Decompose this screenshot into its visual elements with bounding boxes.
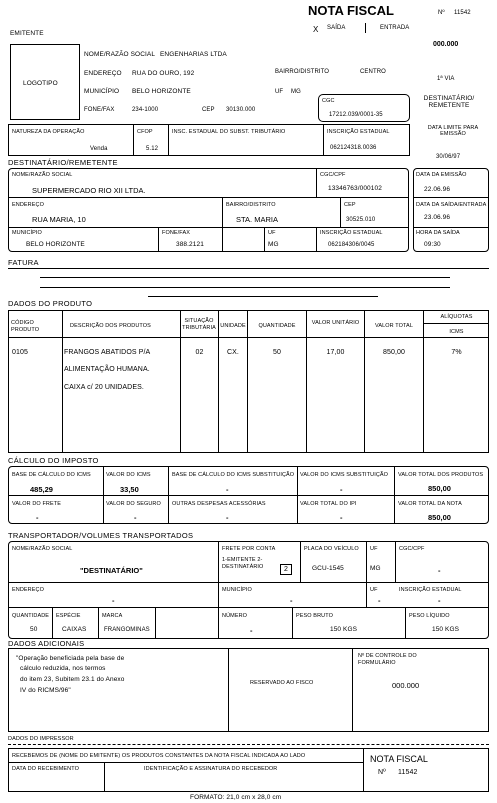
impressor-label: DADOS DO IMPRESSOR bbox=[8, 736, 74, 742]
dest-municipio-value: BELO HORIZONTE bbox=[26, 241, 85, 248]
controle-value: 000.000 bbox=[392, 681, 420, 690]
dest-bairro-value: STA. MARIA bbox=[236, 215, 278, 224]
bairro-value: CENTRO bbox=[360, 69, 386, 75]
total-nota-value: 850,00 bbox=[428, 513, 451, 522]
transp-uf2-value: - bbox=[378, 596, 381, 605]
hora-saida-value: 09:30 bbox=[424, 241, 441, 248]
via-label: 1ª VIA bbox=[437, 76, 455, 82]
transp-nome-label: NOME/RAZÃO SOCIAL bbox=[12, 546, 73, 552]
qtd-volumes-value: 50 bbox=[30, 626, 38, 633]
cgc-value: 17212.039/0001-35 bbox=[329, 112, 383, 118]
saida-label: SAÍDA bbox=[327, 25, 346, 31]
frete-value: - bbox=[36, 513, 39, 522]
razao-value: ENGENHARIAS LTDA bbox=[160, 51, 227, 58]
item-quantidade: 50 bbox=[273, 349, 281, 356]
cgc-box bbox=[318, 94, 410, 122]
hora-saida-label: HORA DA SAÍDA bbox=[416, 230, 460, 236]
canhoto-nf-number: 11542 bbox=[398, 769, 418, 776]
dest-fone-value: 388.2121 bbox=[176, 241, 204, 248]
canhoto-nf-label: NOTA FISCAL bbox=[370, 754, 428, 764]
destinatario-section-title: DESTINATÁRIO/REMETENTE bbox=[8, 158, 118, 167]
marca-value: FRANGOMINAS bbox=[104, 627, 150, 633]
adicionais-linha-1: "Operação beneficiada pela base de bbox=[16, 655, 125, 662]
logo-box bbox=[10, 44, 80, 120]
qtd-volumes-label: QUANTIDADE bbox=[12, 613, 50, 619]
data-saida-label: DATA DA SAÍDA/ENTRADA bbox=[416, 202, 487, 208]
ipi-value: - bbox=[340, 513, 343, 522]
logo-placeholder: LOGOTIPO bbox=[23, 80, 58, 87]
dest-uf-value: MG bbox=[268, 241, 279, 248]
item-descricao-1: FRANGOS ABATIDOS P/A bbox=[64, 349, 151, 356]
transp-municipio-label: MUNICÍPIO bbox=[222, 587, 252, 593]
data-recebimento-label: DATA DO RECEBIMENTO bbox=[12, 766, 79, 772]
peso-bruto-label: PESO BRUTO bbox=[296, 613, 333, 619]
especie-label: ESPÉCIE bbox=[56, 613, 81, 619]
dest-endereco-label: ENDEREÇO bbox=[12, 202, 44, 208]
outras-label: OUTRAS DESPESAS ACESSÓRIAS bbox=[172, 501, 266, 507]
total-produtos-label: VALOR TOTAL DOS PRODUTOS bbox=[398, 472, 484, 478]
especie-value: CAIXAS bbox=[62, 626, 87, 633]
controle-label: Nº DE CONTROLE DO FORMULÁRIO bbox=[358, 653, 417, 666]
cfop-label: CFOP bbox=[137, 129, 153, 135]
fone-value: 234-1000 bbox=[132, 107, 159, 113]
data-limite-label: DATA LIMITE PARA EMISSÃO bbox=[427, 125, 479, 137]
destinatario-box bbox=[8, 168, 409, 252]
dates-box bbox=[413, 168, 489, 252]
col-sit-trib: SITUAÇÃO TRIBUTÁRIA bbox=[182, 318, 216, 331]
valor-sub-value: - bbox=[340, 485, 343, 494]
transp-uf-value: MG bbox=[370, 565, 381, 572]
endereco-label: ENDEREÇO bbox=[84, 70, 122, 77]
dest-cep-label: CEP bbox=[344, 202, 356, 208]
item-descricao-3: CAIXA c/ 20 UNIDADES. bbox=[64, 384, 144, 391]
base-icms-value: 485,29 bbox=[30, 485, 53, 494]
item-sit-trib: 02 bbox=[195, 349, 204, 356]
transp-nome-value: "DESTINATÁRIO" bbox=[80, 566, 143, 575]
col-icms: ICMS bbox=[449, 329, 464, 335]
razao-label: NOME/RAZÃO SOCIAL bbox=[84, 51, 156, 58]
col-aliquotas: ALÍQUOTAS bbox=[440, 314, 473, 320]
marca-label: MARCA bbox=[102, 613, 123, 619]
numero-volumes-label: NÚMERO bbox=[222, 613, 248, 619]
document-title: NOTA FISCAL bbox=[308, 3, 394, 18]
outras-value: - bbox=[226, 513, 229, 522]
item-unidade: CX. bbox=[227, 349, 239, 356]
canhoto-nf-num-label: Nº bbox=[378, 769, 386, 776]
transp-municipio-value: - bbox=[290, 596, 293, 605]
seguro-label: VALOR DO SEGURO bbox=[106, 501, 161, 507]
item-icms: 7% bbox=[451, 349, 462, 356]
transp-ie-value: - bbox=[438, 596, 441, 605]
ipi-label: VALOR TOTAL DO IPI bbox=[300, 501, 357, 507]
transp-endereco-value: - bbox=[112, 596, 115, 605]
produtos-section-title: DADOS DO PRODUTO bbox=[8, 299, 93, 308]
total-produtos-value: 850,00 bbox=[428, 484, 451, 493]
produtos-table bbox=[8, 310, 489, 453]
natureza-label: NATUREZA DA OPERAÇÃO bbox=[12, 129, 85, 135]
peso-bruto-value: 150 KGS bbox=[330, 626, 358, 633]
placa-value: GCU-1545 bbox=[312, 565, 344, 572]
base-icms-label: BASE DE CÁLCULO DO ICMS bbox=[12, 472, 91, 478]
dest-nome-value: SUPERMERCADO RIO XII LTDA. bbox=[32, 186, 146, 195]
cgc-label: CGC bbox=[322, 98, 335, 104]
total-nota-label: VALOR TOTAL DA NOTA bbox=[398, 501, 462, 507]
base-sub-label: BASE DE CÁLCULO DO ICMS SUBSTITUIÇÃO bbox=[172, 472, 295, 478]
cfop-value: 5.12 bbox=[146, 146, 159, 152]
natureza-value: Venda bbox=[90, 146, 108, 152]
valor-sub-label: VALOR DO ICMS SUBSTITUIÇÃO bbox=[300, 472, 389, 478]
transp-uf2-label: UF bbox=[370, 587, 378, 593]
transp-cgc-value: - bbox=[438, 566, 441, 575]
peso-liquido-label: PESO LÍQUIDO bbox=[409, 613, 450, 619]
identificacao-recebedor-label: IDENTIFICAÇÃO E ASSINATURA DO RECEBEDOR bbox=[144, 766, 278, 772]
transp-uf-label: UF bbox=[370, 546, 378, 552]
cep-value: 30130.000 bbox=[226, 107, 256, 113]
uf-value: MG bbox=[291, 89, 301, 95]
col-descricao: DESCRIÇÃO DOS PRODUTOS bbox=[70, 323, 151, 329]
transp-ie-label: INSCRIÇÃO ESTADUAL bbox=[399, 587, 462, 593]
item-codigo: 0105 bbox=[12, 349, 28, 356]
dest-endereco-value: RUA MARIA, 10 bbox=[32, 215, 86, 224]
ie-subst-label: INSC. ESTADUAL DO SUBST. TRIBUTÁRIO bbox=[172, 129, 286, 135]
transp-endereco-label: ENDEREÇO bbox=[12, 587, 44, 593]
ie-value: 062124318.0036 bbox=[330, 145, 377, 151]
col-unidade: UNIDADE bbox=[220, 323, 246, 329]
dest-cgc-value: 13346763/000102 bbox=[328, 185, 382, 192]
valor-icms-value: 33,50 bbox=[120, 485, 139, 494]
dest-municipio-label: MUNICÍPIO bbox=[12, 230, 42, 236]
dest-bairro-label: BAIRRO/DISTRITO bbox=[226, 202, 276, 208]
emitente-label: EMITENTE bbox=[10, 30, 44, 37]
data-limite-value: 30/06/97 bbox=[436, 154, 461, 160]
fatura-section-title: FATURA bbox=[8, 258, 39, 267]
endereco-value: RUA DO OURO, 192 bbox=[132, 70, 195, 77]
dest-uf-label: UF bbox=[268, 230, 276, 236]
uf-label: UF bbox=[275, 89, 284, 95]
item-valor-unitario: 17,00 bbox=[326, 349, 345, 356]
numero-volumes-value: - bbox=[250, 626, 253, 635]
valor-icms-label: VALOR DO ICMS bbox=[106, 472, 151, 478]
dest-cep-value: 30525.010 bbox=[346, 217, 376, 223]
base-sub-value: - bbox=[226, 485, 229, 494]
transporte-section-title: TRANSPORTADOR/VOLUMES TRANSPORTADOS bbox=[8, 531, 194, 540]
dest-fone-label: FONE/FAX bbox=[162, 230, 190, 236]
reservado-fisco-label: RESERVADO AO FISCO bbox=[250, 680, 314, 686]
entrada-label: ENTRADA bbox=[380, 25, 410, 31]
dest-nome-label: NOME/RAZÃO SOCIAL bbox=[12, 172, 73, 178]
fone-label: FONE/FAX bbox=[84, 107, 115, 113]
municipio-label: MUNICÍPIO bbox=[84, 88, 120, 95]
serie-number: 000.000 bbox=[433, 41, 459, 48]
formato-label: FORMATO: 21,0 cm x 28,0 cm bbox=[190, 794, 282, 801]
adicionais-linha-4: IV do RICMS/96" bbox=[20, 687, 71, 694]
destinatario-via-label: DESTINATÁRIO/ REMETENTE bbox=[423, 95, 475, 109]
saida-checkbox[interactable]: X bbox=[313, 25, 319, 34]
col-quantidade: QUANTIDADE bbox=[258, 323, 296, 329]
municipio-value: BELO HORIZONTE bbox=[132, 88, 191, 95]
data-saida-value: 23.06.96 bbox=[424, 214, 451, 221]
cep-label: CEP bbox=[202, 107, 215, 113]
dest-cgc-label: CGC/CPF bbox=[320, 172, 346, 178]
dest-ie-value: 062184306/0045 bbox=[328, 242, 375, 248]
frete-label: VALOR DO FRETE bbox=[12, 501, 61, 507]
data-emissao-value: 22.06.96 bbox=[424, 186, 451, 193]
number-label: Nº bbox=[438, 10, 445, 16]
dest-ie-label: INSCRIÇÃO ESTADUAL bbox=[320, 230, 383, 236]
col-valor-total: VALOR TOTAL bbox=[375, 323, 413, 329]
frete-conta-options: 1-EMITENTE 2-DESTINATÁRIO bbox=[222, 557, 264, 570]
frete-conta-label: FRETE POR CONTA bbox=[222, 546, 276, 552]
entrada-checkbox-mark bbox=[365, 23, 366, 33]
data-emissao-label: DATA DA EMISSÃO bbox=[416, 172, 467, 178]
seguro-value: - bbox=[134, 513, 137, 522]
col-codigo: CÓDIGO PRODUTO bbox=[11, 320, 40, 333]
frete-conta-box[interactable] bbox=[280, 564, 292, 575]
placa-label: PLACA DO VEÍCULO bbox=[304, 546, 359, 552]
recibo-text: RECEBEMOS DE (NOME DO EMITENTE) OS PRODUTOS CONSTANTES DA NOTA FISCAL INDICADA AO LADO bbox=[12, 753, 306, 759]
adicionais-section-title: DADOS ADICIONAIS bbox=[8, 639, 85, 648]
invoice-number: 11542 bbox=[454, 10, 471, 16]
ie-label: INSCRIÇÃO ESTADUAL bbox=[327, 129, 390, 135]
transp-cgc-label: CGC/CPF bbox=[399, 546, 425, 552]
imposto-section-title: CÁLCULO DO IMPOSTO bbox=[8, 456, 99, 465]
adicionais-linha-2: cálculo reduzida, nos termos bbox=[20, 665, 106, 672]
col-valor-unitario: VALOR UNITÁRIO bbox=[311, 320, 360, 326]
adicionais-linha-3: do item 23, Subitem 23.1 do Anexo bbox=[20, 676, 125, 683]
item-descricao-2: ALIMENTAÇÃO HUMANA. bbox=[64, 366, 150, 373]
item-valor-total: 850,00 bbox=[382, 349, 405, 356]
bairro-label: BAIRRO/DISTRITO bbox=[275, 69, 330, 75]
peso-liquido-value: 150 KGS bbox=[432, 626, 460, 633]
frete-conta-value: 2 bbox=[284, 566, 288, 573]
